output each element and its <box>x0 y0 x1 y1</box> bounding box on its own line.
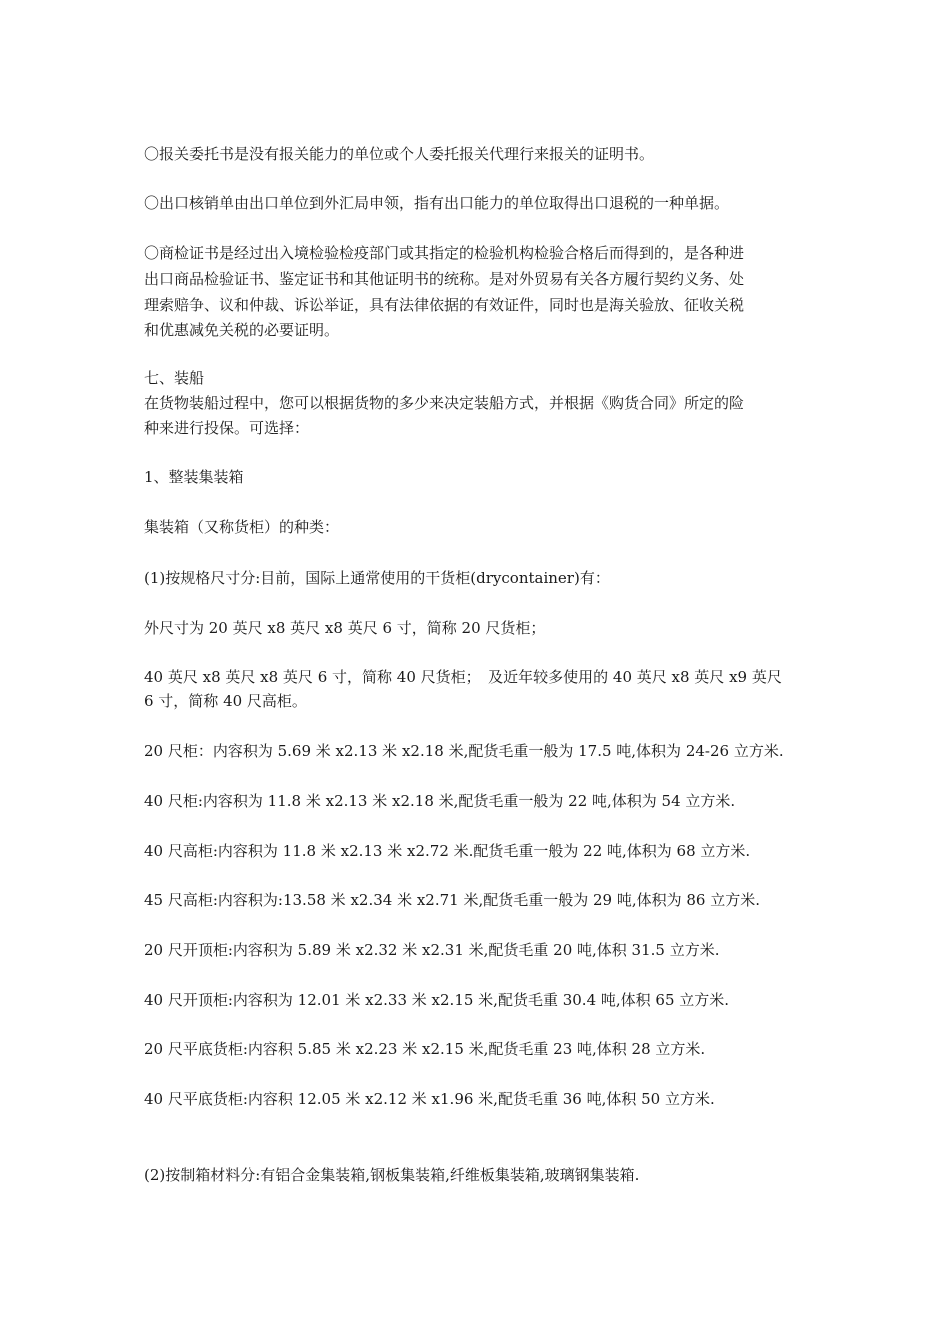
section-heading-shipping: 七、装船 <box>144 369 205 387</box>
subheading-full-container: 1、整装集装箱 <box>144 468 244 486</box>
spec-20ft-flat-rack: 20 尺平底货柜:内容积 5.85 米 x2.23 米 x2.15 米,配货毛重 23 吨,体积 28 立方米. <box>144 1040 706 1058</box>
spec-40ft-flat-rack: 40 尺平底货柜:内容积 12.05 米 x2.12 米 x1.96 米,配货毛重 36 吨,体积 50 立方米. <box>144 1090 715 1108</box>
paragraph-shipping-intro-line-2: 种来进行投保。可选择： <box>144 419 310 437</box>
spec-40ft-high-cube: 40 尺高柜:内容积为 11.8 米 x2.13 米 x2.72 米.配货毛重一般为 22 吨,体积为 68 立方米. <box>144 842 751 860</box>
spec-40ft-open-top: 40 尺开顶柜:内容积为 12.01 米 x2.33 米 x2.15 米,配货毛重 30.4 吨,体积 65 立方米. <box>144 991 730 1009</box>
paragraph-20ft-dimensions: 外尺寸为 20 英尺 x8 英尺 x8 英尺 6 寸，简称 20 尺货柜； <box>144 619 546 637</box>
paragraph-by-size: (1)按规格尺寸分:目前，国际上通常使用的干货柜(drycontainer)有： <box>144 569 610 587</box>
paragraph-40ft-dimensions-line-1: 40 英尺 x8 英尺 x8 英尺 6 寸，简称 40 尺货柜； 及近年较多使用的 40 英尺 x8 英尺 x9 英尺 <box>144 668 782 686</box>
paragraph-inspection-certificate-line-3: 理索赔争、议和仲裁、诉讼举证，具有法律依据的有效证件，同时也是海关验放、征收关税 <box>144 296 745 314</box>
paragraph-customs-declaration-power: 〇报关委托书是没有报关能力的单位或个人委托报关代理行来报关的证明书。 <box>144 145 655 163</box>
paragraph-inspection-certificate-line-2: 出口商品检验证书、鉴定证书和其他证明书的统称。是对外贸易有关各方履行契约义务、处 <box>144 270 745 288</box>
paragraph-export-verification-form: 〇出口核销单由出口单位到外汇局申领，指有出口能力的单位取得出口退税的一种单据。 <box>144 194 730 212</box>
paragraph-by-material: (2)按制箱材料分:有铝合金集装箱,钢板集装箱,纤维板集装箱,玻璃钢集装箱. <box>144 1166 640 1184</box>
spec-20ft-container: 20 尺柜：内容积为 5.69 米 x2.13 米 x2.18 米,配货毛重一般为 17.5 吨,体积为 24-26 立方米. <box>144 742 784 760</box>
paragraph-inspection-certificate-line-4: 和优惠减免关税的必要证明。 <box>144 321 340 339</box>
paragraph-40ft-dimensions-line-2: 6 寸，简称 40 尺高柜。 <box>144 692 307 710</box>
spec-45ft-high-cube: 45 尺高柜:内容积为:13.58 米 x2.34 米 x2.71 米,配货毛重一般为 29 吨,体积为 86 立方米. <box>144 891 761 909</box>
paragraph-shipping-intro-line-1: 在货物装船过程中，您可以根据货物的多少来决定装船方式，并根据《购货合同》所定的险 <box>144 394 745 412</box>
paragraph-container-types: 集装箱（又称货柜）的种类： <box>144 518 340 536</box>
spec-20ft-open-top: 20 尺开顶柜:内容积为 5.89 米 x2.32 米 x2.31 米,配货毛重 20 吨,体积 31.5 立方米. <box>144 941 720 959</box>
paragraph-inspection-certificate-line-1: 〇商检证书是经过出入境检验检疫部门或其指定的检验机构检验合格后而得到的，是各种进 <box>144 244 745 262</box>
spec-40ft-container: 40 尺柜:内容积为 11.8 米 x2.13 米 x2.18 米,配货毛重一般为 22 吨,体积为 54 立方米. <box>144 792 736 810</box>
